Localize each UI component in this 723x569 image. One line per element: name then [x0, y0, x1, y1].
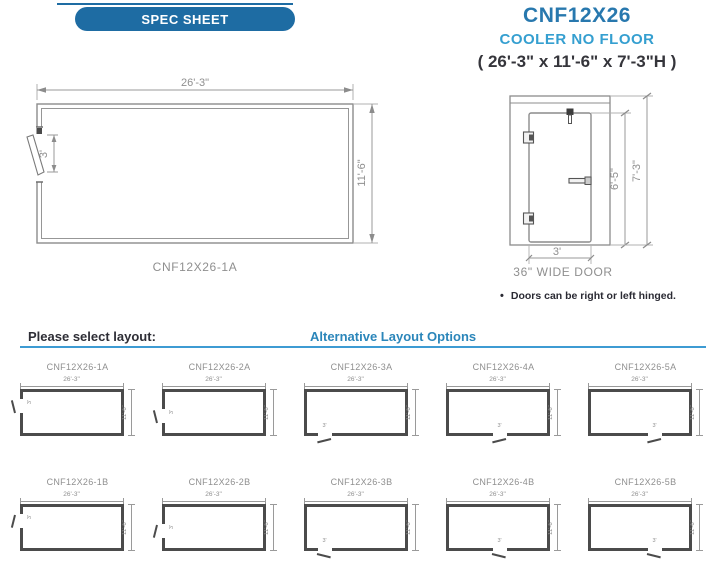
elevation-overall-height-label: 7'-3" [631, 160, 643, 182]
layout-id: CNF12X26-1A [46, 362, 109, 372]
mini-door [319, 423, 331, 439]
mini-height-dim [557, 389, 558, 436]
mini-height-dim [273, 389, 274, 436]
door-handle [569, 177, 591, 185]
mini-width-dim [162, 386, 266, 387]
layout-id: CNF12X26-3A [330, 362, 393, 372]
layout-id: CNF12X26-5B [614, 477, 677, 487]
mini-width-dim [446, 386, 550, 387]
mini-room [20, 389, 124, 436]
layout-option-3b[interactable] [291, 475, 432, 569]
plan-walls [36, 104, 354, 243]
mini-height-dim [557, 504, 558, 551]
mini-door [649, 423, 661, 439]
mini-door [649, 538, 661, 554]
plan-width-dimension [37, 77, 353, 100]
layout-id: CNF12X26-1B [46, 477, 109, 487]
mini-door-label: 3' [652, 423, 657, 429]
layout-floorplan [161, 492, 279, 564]
mini-width-dim [304, 386, 408, 387]
layout-option-1a[interactable] [7, 360, 148, 460]
plan-width-label: 26'-3" [180, 77, 210, 89]
mini-height-label: 11'-6" [405, 520, 412, 535]
mini-height-label: 11'-6" [263, 520, 270, 535]
mini-room [162, 389, 266, 436]
section-rule [20, 346, 706, 348]
plan-caption: CNF12X26-1A [152, 260, 238, 274]
mini-width-dim [20, 386, 124, 387]
mini-width-label: 26'-3" [205, 376, 222, 383]
mini-height-label: 11'-6" [689, 520, 696, 535]
mini-door-label: 3' [168, 525, 175, 530]
mini-width-label: 26'-3" [63, 376, 80, 383]
mini-width-label: 26'-3" [205, 491, 222, 498]
layout-floorplan [303, 492, 421, 564]
layout-id: CNF12X26-3B [330, 477, 393, 487]
mini-door-label: 3' [322, 538, 327, 544]
layout-floorplan [587, 492, 705, 564]
mini-width-label: 26'-3" [489, 376, 506, 383]
mini-room [20, 504, 124, 551]
overall-dimensions: ( 26'-3" x 11'-6" x 7'-3"H ) [477, 52, 677, 71]
layout-option-5a[interactable] [575, 360, 716, 460]
header-rule [57, 3, 293, 5]
mini-width-label: 26'-3" [347, 376, 364, 383]
mini-width-label: 26'-3" [631, 491, 648, 498]
spec-sheet-badge: SPEC SHEET [75, 7, 295, 31]
layout-floorplan [587, 377, 705, 449]
mini-width-label: 26'-3" [489, 491, 506, 498]
layout-floorplan [445, 492, 563, 564]
hinge-note [500, 290, 676, 303]
mini-width-label: 26'-3" [631, 376, 648, 383]
elevation-door-height-label: 6'-5" [609, 168, 621, 190]
door-elevation-drawing [495, 88, 710, 288]
mini-height-label: 11'-6" [121, 405, 128, 420]
layout-floorplan [19, 492, 137, 564]
layout-floorplan [445, 377, 563, 449]
mini-door [19, 400, 33, 412]
elevation-door-width-dimension [526, 245, 594, 264]
mini-height-dim [273, 504, 274, 551]
mini-height-label: 11'-6" [547, 520, 554, 535]
mini-width-label: 26'-3" [347, 491, 364, 498]
layout-floorplan [303, 377, 421, 449]
mini-door [19, 515, 33, 527]
mini-height-dim [415, 504, 416, 551]
alternative-layouts-heading: Alternative Layout Options [310, 329, 477, 344]
mini-height-label: 11'-6" [263, 405, 270, 420]
mini-width-dim [304, 501, 408, 502]
elevation-door-width-label: 3' [552, 246, 562, 258]
plan-door-hinge [37, 128, 43, 134]
mini-height-dim [415, 389, 416, 436]
mini-room [162, 504, 266, 551]
mini-width-dim [446, 501, 550, 502]
floor-plan-drawing [20, 75, 400, 280]
mini-door [161, 410, 175, 422]
layout-id: CNF12X26-5A [614, 362, 677, 372]
mini-height-dim [131, 389, 132, 436]
mini-width-dim [162, 501, 266, 502]
layout-id: CNF12X26-4A [472, 362, 535, 372]
plan-door-width-label: 3' [38, 149, 50, 159]
plan-height-label: 11'-6" [356, 159, 368, 187]
mini-width-dim [588, 386, 692, 387]
door-hinge-bottom [524, 213, 534, 224]
mini-door-label: 3' [497, 538, 502, 544]
mini-room [588, 389, 692, 436]
mini-height-dim [699, 389, 700, 436]
mini-height-dim [131, 504, 132, 551]
layout-floorplan [19, 377, 137, 449]
mini-height-label: 11'-6" [547, 405, 554, 420]
layout-option-4b[interactable] [433, 475, 574, 569]
layout-option-3a[interactable] [291, 360, 432, 460]
product-name: COOLER NO FLOOR [499, 31, 655, 48]
layout-option-2b[interactable] [149, 475, 290, 569]
layout-floorplan [161, 377, 279, 449]
plan-height-dimension [353, 104, 378, 243]
layout-option-5b[interactable] [575, 475, 716, 569]
layout-id: CNF12X26-4B [472, 477, 535, 487]
mini-width-dim [20, 501, 124, 502]
mini-height-label: 11'-6" [689, 405, 696, 420]
mini-door-label: 3' [26, 400, 33, 405]
mini-height-dim [699, 504, 700, 551]
mini-door-label: 3' [322, 423, 327, 429]
mini-door [161, 525, 175, 537]
layout-id: CNF12X26-2A [188, 362, 251, 372]
mini-room [588, 504, 692, 551]
mini-door [494, 423, 506, 439]
elevation-caption: 36" WIDE DOOR [513, 265, 613, 279]
mini-height-label: 11'-6" [121, 520, 128, 535]
title-block [432, 4, 722, 72]
layout-option-4a[interactable] [433, 360, 574, 460]
layout-option-1b[interactable] [7, 475, 148, 569]
mini-door-label: 3' [26, 515, 33, 520]
mini-door [494, 538, 506, 554]
select-layout-prompt: Please select layout: [28, 329, 156, 344]
mini-height-label: 11'-6" [405, 405, 412, 420]
mini-width-dim [588, 501, 692, 502]
bullet-icon: • [500, 290, 504, 302]
hinge-note-text: Doors can be right or left hinged. [510, 290, 676, 302]
mini-width-label: 26'-3" [63, 491, 80, 498]
mini-door-label: 3' [497, 423, 502, 429]
mini-door [319, 538, 331, 554]
model-number: CNF12X26 [523, 4, 631, 27]
door-hinge-top [524, 132, 534, 143]
mini-door-label: 3' [168, 410, 175, 415]
elevation-door [529, 113, 591, 242]
mini-door-label: 3' [652, 538, 657, 544]
layout-id: CNF12X26-2B [188, 477, 251, 487]
layout-option-2a[interactable] [149, 360, 290, 460]
